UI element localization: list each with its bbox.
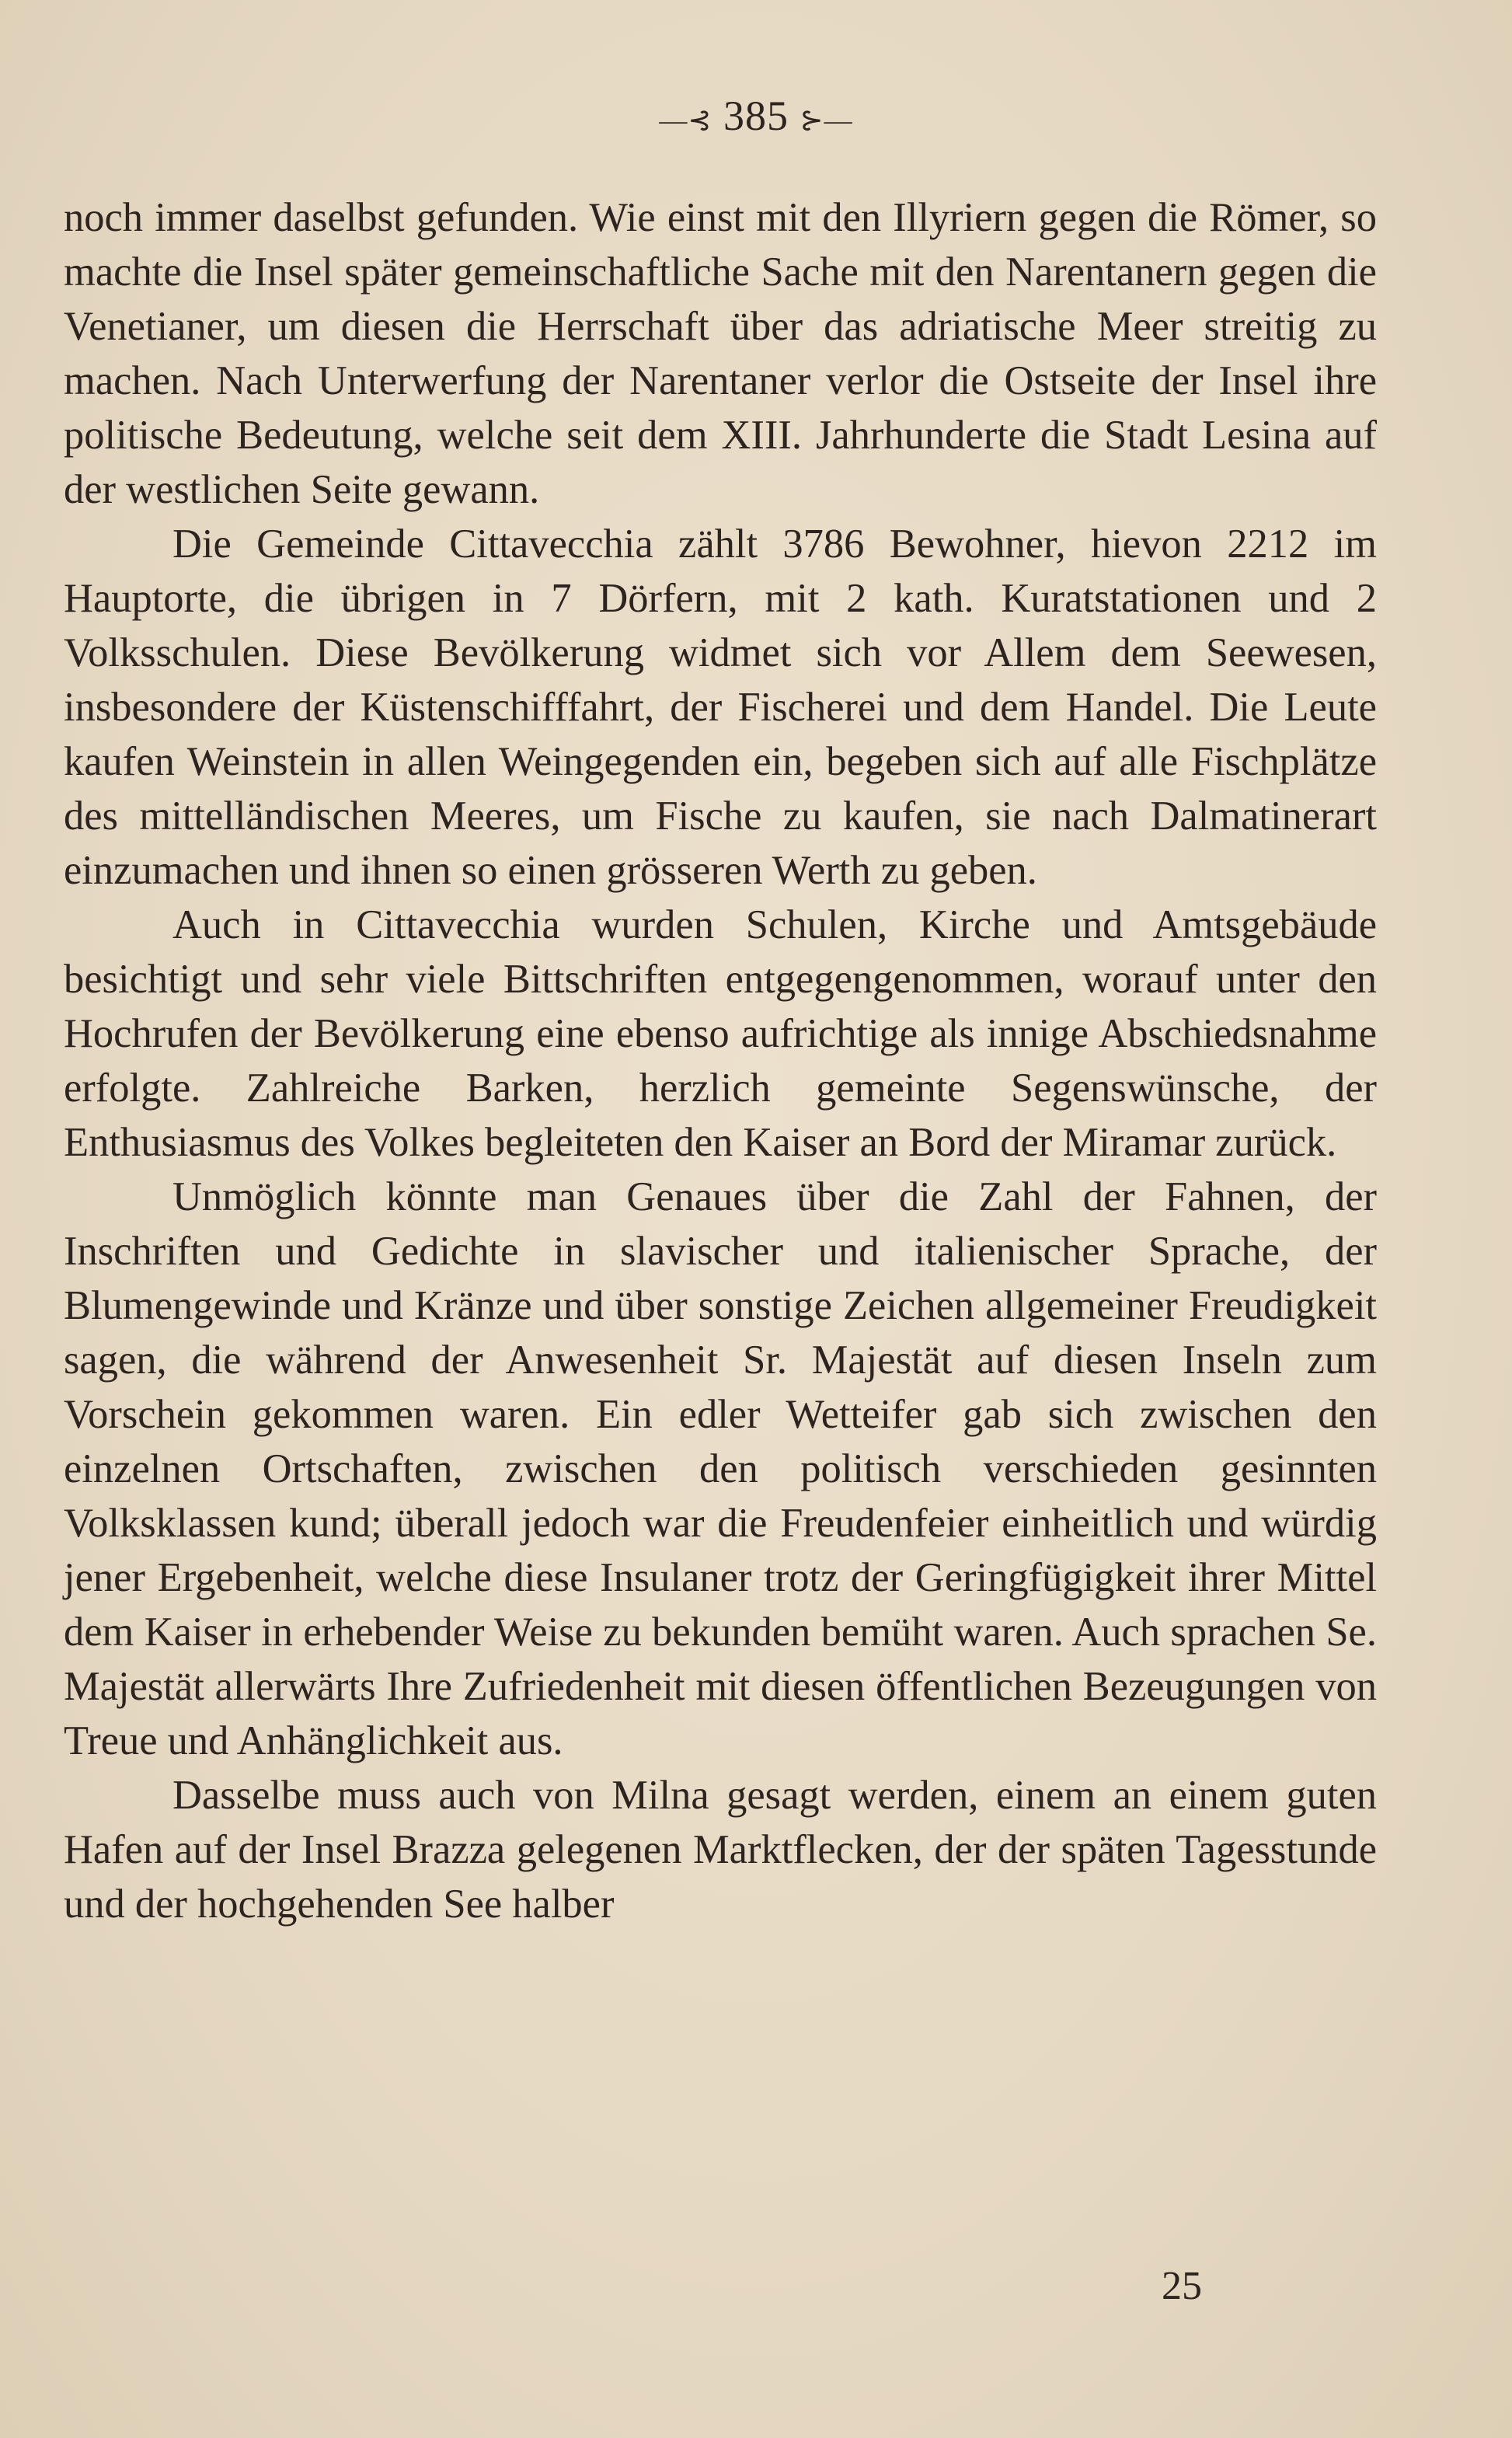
signature-mark: 25 [1162, 2264, 1202, 2308]
page-number: 385 [723, 92, 789, 139]
paragraph: Dasselbe muss auch von Milna gesagt werden, einem an einem guten Hafen auf der Insel Brazza gelegenen Marktflecken, der der späten Tagesstunde und der hochgehenden See halber [64, 1773, 1377, 1927]
ornament-right-icon: ⊱— [800, 104, 853, 136]
paragraph: noch immer daselbst gefunden. Wie einst mit den Illyriern gegen die Römer, so machte die Insel später gemeinschaftliche Sache mit den Narentanern gegen die Venetianer, um diesen die Herrschaft über das adriatische Meer streitig zu machen. Nach Unterwerfung der Narentaner verlor die Ostseite der Insel ihre politische Bedeutung, welche seit dem XIII. Jahrhunderte die Stadt Lesina auf der westlichen Seite gewann. [64, 195, 1377, 512]
paragraph: Unmöglich könnte man Genaues über die Zahl der Fahnen, der Inschriften und Gedichte in slavischer und italienischer Sprache, der Blumengewinde und Kränze und über sonstige Zeichen allgemeiner Freudigkeit sagen, die während der Anwesenheit Sr. Majestät auf diesen Inseln zum Vorschein gekommen waren. Ein edler Wetteifer gab sich zwischen den einzelnen Ortschaften, zwischen den politisch verschieden gesinnten Volksklassen kund; überall jedoch war die Freudenfeier einheitlich und würdig jener Ergebenheit, welche diese Insulaner trotz der Geringfügigkeit ihrer Mittel dem Kaiser in erhebender Weise zu bekunden bemüht waren. Auch sprachen Se. Majestät allerwärts Ihre Zufriedenheit mit diesen öffentlichen Bezeugungen von Treue und Anhänglichkeit aus. [64, 1174, 1377, 1763]
body-text [64, 190, 1377, 1931]
ornament-left-icon: —⊰ [659, 104, 712, 136]
page-header [0, 92, 1512, 140]
paragraph: Auch in Cittavecchia wurden Schulen, Kirche und Amtsgebäude besichtigt und sehr viele Bittschriften entgegengenommen, worauf unter den Hochrufen der Bevölkerung eine ebenso aufrichtige als innige Abschiedsnahme erfolgte. Zahlreiche Barken, herzlich gemeinte Segenswünsche, der Enthusiasmus des Volkes begleiteten den Kaiser an Bord der Miramar zurück. [64, 902, 1377, 1165]
paragraph: Die Gemeinde Cittavecchia zählt 3786 Bewohner, hievon 2212 im Hauptorte, die übrigen in 7 Dörfern, mit 2 kath. Kuratstationen und 2 Volksschulen. Diese Bevölkerung widmet sich vor Allem dem Seewesen, insbesondere der Küstenschifffahrt, der Fischerei und dem Handel. Die Leute kaufen Weinstein in allen Weingegenden ein, begeben sich auf alle Fischplätze des mittelländischen Meeres, um Fische zu kaufen, sie nach Dalmatinerart einzumachen und ihnen so einen grösseren Werth zu geben. [64, 521, 1377, 893]
